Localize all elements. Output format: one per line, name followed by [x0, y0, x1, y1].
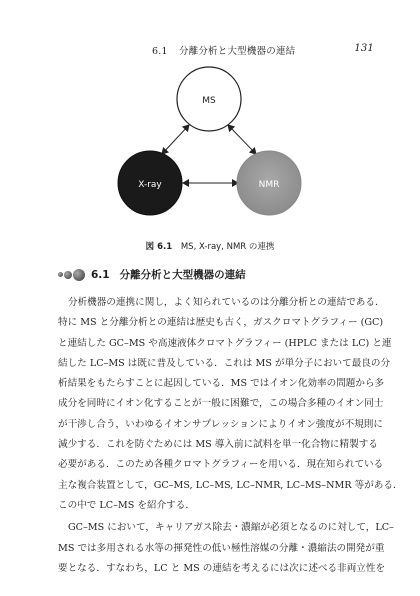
header-section-title: 分離分析と大型機器の連結: [178, 46, 296, 57]
text-line: 結した LC–MS は既に普及している．これは MS が単分子において最良の分: [58, 357, 391, 369]
section-title: 分離分析と大型機器の連結: [119, 269, 246, 281]
section-number: 6.1: [91, 268, 110, 281]
text-line: 必要がある．このため各種クロマトグラフィーを用いる．現在知られている: [58, 459, 384, 471]
text-line: GC–MS において，キャリアガス除去・濃縮が必須となるのに対して，LC–: [68, 522, 394, 534]
page-number: 131: [354, 43, 374, 54]
node-nmr: [237, 151, 301, 215]
figure-caption: [0, 240, 420, 252]
section-heading: [58, 267, 246, 282]
text-line: が干渉し合う，いわゆるイオンサプレッションによりイオン強度が不規則に: [58, 418, 383, 430]
arrow-ms-xray: [162, 125, 189, 154]
text-line: 析結果をもたらすことに起因している．MS ではイオン化効率の問題から多: [58, 378, 385, 390]
section-bullet-icon: [58, 269, 85, 281]
text-line: 減少する．これを防ぐためには MS 導入前に試料を単一化合物に精製する: [58, 439, 378, 451]
body-text: [58, 293, 403, 579]
arrow-ms-nmr: [228, 125, 256, 154]
node-nmr-label: NMR: [258, 180, 280, 190]
text-line: 主な複合装置として，GC–MS, LC–MS, LC–NMR, LC–MS–NMR 等がある．: [58, 479, 403, 491]
figure-caption-text: MS, X-ray, NMR の連携: [180, 242, 275, 252]
text-line: 要となる．すなわち，LC と MS の連結を考えるには次に述べる非両立性を: [58, 562, 386, 574]
node-ms-label: MS: [202, 96, 216, 106]
node-ms: [177, 67, 241, 131]
node-xray-label: X-ray: [138, 180, 162, 190]
node-xray: [118, 151, 182, 215]
text-line: この中で LC–MS を紹介する．: [58, 499, 195, 511]
text-line: 成分を同時にイオン化することが一般に困難で，この場合多種のイオン同士: [58, 398, 384, 410]
text-line: 分析機器の連携に関し，よく知られているのは分離分析との連結である．: [68, 297, 385, 308]
text-line: 特に MS と分離分析との連結は歴史も古く，ガスクロマトグラフィー (GC): [58, 317, 384, 329]
figure-caption-label: 図 6.1: [145, 242, 173, 252]
text-line: と連結した GC–MS や高速液体クロマトグラフィー (HPLC または LC) と連: [58, 337, 392, 349]
header-section-number: 6.1: [152, 46, 168, 57]
text-line: MS では多用される水等の揮発性の低い極性溶媒の分離・濃縮法の開発が重: [58, 542, 385, 554]
